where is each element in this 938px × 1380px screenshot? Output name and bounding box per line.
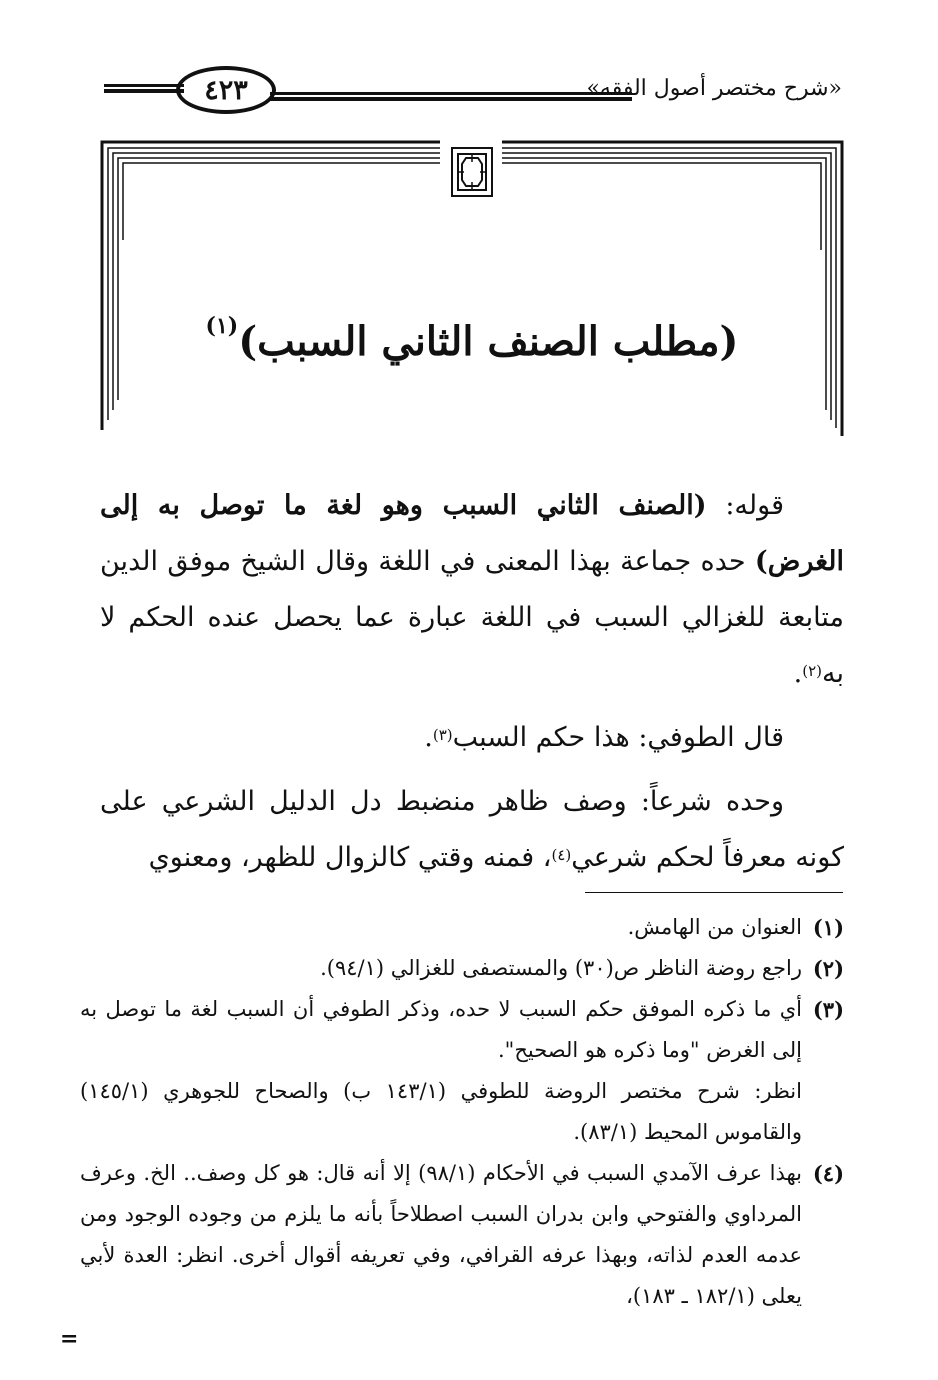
paragraph-1-quote: (الصنف الثاني السبب وهو لغة ما توصل به إلى الغرض) bbox=[100, 490, 844, 577]
header-rule-middle bbox=[270, 92, 632, 100]
chapter-title-text: (مطلب الصنف الثاني السبب) bbox=[238, 318, 739, 365]
footnote-ref: (٣) bbox=[432, 726, 453, 744]
chapter-frame bbox=[100, 140, 844, 440]
footnote-1 bbox=[80, 907, 844, 948]
paragraph-2 bbox=[100, 710, 844, 766]
running-header-title: «شرح مختصر أصول الفقه» bbox=[586, 76, 842, 101]
paragraph-3 bbox=[100, 774, 844, 886]
paragraph-2-text: قال الطوفي: هذا حكم السبب bbox=[452, 722, 784, 753]
footnote-4 bbox=[80, 1153, 844, 1317]
paragraph-3-rest: ، فمنه وقتي كالزوال للظهر، ومعنوي bbox=[148, 842, 552, 873]
chapter-title bbox=[100, 312, 844, 365]
footnote-separator bbox=[585, 892, 843, 893]
footnotes bbox=[80, 907, 844, 1317]
footnote-number: (٣) bbox=[812, 997, 844, 1022]
body-text bbox=[100, 478, 844, 886]
footnote-text: العنوان من الهامش. bbox=[627, 915, 802, 939]
footnote-ref: (٢) bbox=[802, 662, 822, 680]
header-rule-left bbox=[104, 84, 184, 92]
continuation-mark: = bbox=[60, 1326, 79, 1352]
paragraph-3-text: وحده شرعاً: وصف ظاهر منضبط دل الدليل الشرعي على كونه معرفاً لحكم شرعي bbox=[100, 786, 844, 873]
footnote-number: (٤) bbox=[812, 1161, 844, 1186]
paragraph-1-lead: قوله: bbox=[706, 490, 784, 521]
footnote-text: أي ما ذكره الموفق حكم السبب لا حده، وذكر الطوفي أن السبب لغة ما توصل به إلى الغرض "وما ذكره هو الصحيح". bbox=[80, 997, 802, 1062]
paragraph-2-end: . bbox=[424, 722, 433, 753]
footnote-ref: (١) bbox=[205, 312, 239, 339]
paragraph-1-text: حده جماعة بهذا المعنى في اللغة وقال الشيخ موفق الدين متابعة للغزالي السبب في اللغة عبارة عما يحصل عنده الحكم لا به bbox=[100, 546, 844, 689]
footnote-text: بهذا عرف الآمدي السبب في الأحكام (٩٨/١) إلا أنه قال: هو كل وصف.. الخ. وعرف المرداوي والفتوحي وابن بدران السبب اصطلاحاً بأنه ما يلزم من وجوده الوجود ومن عدمه العدم لذاته، وبهذا عرفه القرافي، وفي تعريفه أقوال أخرى. انظر: العدة لأبي يعلى (١٨٢/١ ـ ١٨٣)، bbox=[80, 1161, 802, 1308]
footnote-2 bbox=[80, 948, 844, 989]
footnote-number: (١) bbox=[812, 915, 844, 940]
footnote-3 bbox=[80, 989, 844, 1153]
footnote-number: (٢) bbox=[812, 956, 844, 981]
footnote-text: انظر: شرح مختصر الروضة للطوفي (١٤٣/١ ب) والصحاح للجوهري (١٤٥/١) والقاموس المحيط (٨٣/١). bbox=[80, 1079, 802, 1144]
paragraph-1 bbox=[100, 478, 844, 702]
footnote-ref: (٤) bbox=[551, 846, 572, 864]
paragraph-1-end: . bbox=[793, 658, 803, 689]
ornament-icon bbox=[452, 148, 492, 196]
footnote-text: راجع روضة الناظر ص(٣٠) والمستصفى للغزالي (٩٤/١). bbox=[320, 956, 802, 980]
page-number: ٤٢٣ bbox=[176, 66, 276, 114]
